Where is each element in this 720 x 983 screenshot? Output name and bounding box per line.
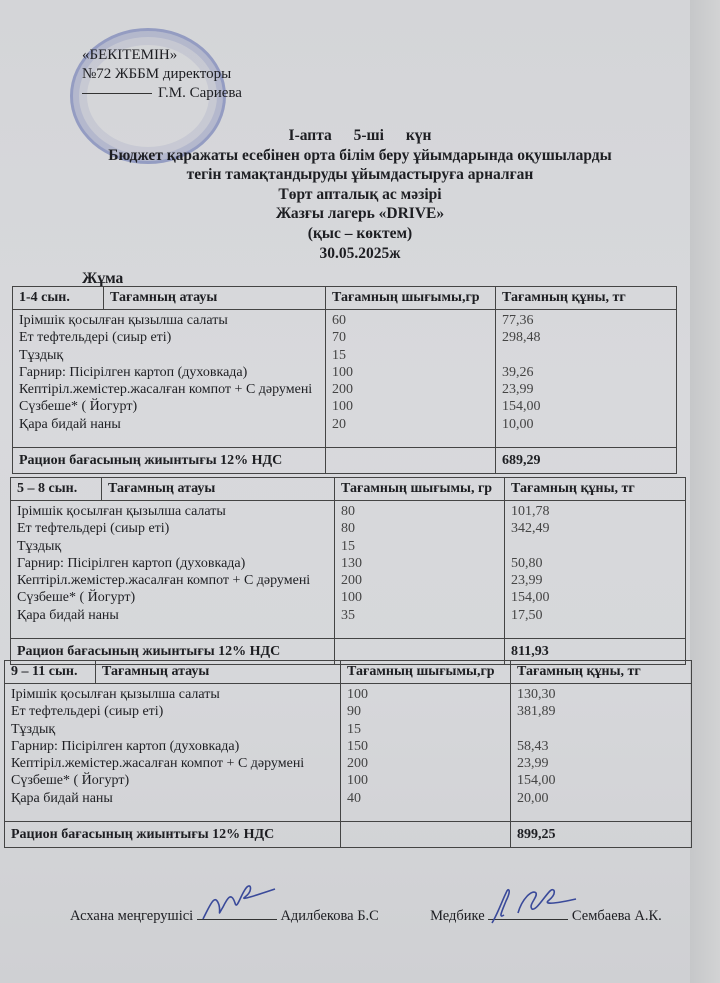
dish-name: Ет тефтельдері (сиыр еті) — [19, 330, 172, 346]
dish-yield: 100 — [332, 364, 353, 380]
yields-cell — [341, 684, 511, 822]
weekday-label: Жұма — [82, 270, 124, 287]
dish-yield: 150 — [347, 738, 368, 754]
dish-yield: 35 — [341, 607, 355, 623]
yields-cell — [326, 310, 496, 448]
dish-price: 342,49 — [511, 521, 550, 537]
nurse-name: Сембаева А.К. — [571, 908, 662, 924]
table-items-row — [11, 501, 686, 639]
director-name: Г.М. Сариева — [158, 85, 242, 101]
signature-line — [82, 93, 152, 94]
table-header-row — [5, 661, 692, 684]
dish-name: Ірімшік қосылған қызылша салаты — [19, 313, 228, 328]
dish-name: Ет тефтельдері (сиыр еті) — [11, 704, 164, 720]
grade-label: 1-4 сын. — [13, 287, 104, 310]
dish-name: Тұздық — [17, 538, 62, 554]
dish-name: Тұздық — [11, 721, 56, 737]
dish-price: 23,99 — [517, 756, 549, 772]
header-dish-name: Тағамның атауы — [96, 661, 341, 684]
dish-names-cell — [11, 501, 335, 639]
total-empty-cell — [326, 448, 496, 474]
nurse-role: Медбике — [430, 908, 485, 924]
signature-scribble-icon — [488, 883, 578, 927]
dish-yield: 60 — [332, 313, 346, 328]
dish-price: 154,00 — [517, 773, 556, 789]
dish-price: 50,80 — [511, 555, 543, 571]
kitchen-manager-name: Адилбекова Б.С — [280, 908, 379, 924]
header-dish-name: Тағамның атауы — [104, 287, 326, 310]
menu-table-grades-1-4 — [12, 286, 677, 474]
total-label: Рацион бағасының жиынтығы 12% НДС — [13, 448, 326, 474]
dish-price: 381,89 — [517, 704, 556, 720]
dish-price: 130,30 — [517, 687, 556, 702]
document-title — [0, 126, 720, 263]
dish-name: Сүзбеше* ( Йогурт) — [19, 399, 138, 415]
dish-price: 154,00 — [511, 590, 550, 606]
grade-label: 9 – 11 сын. — [5, 661, 96, 684]
dish-yield: 15 — [341, 538, 355, 554]
total-row — [5, 822, 692, 848]
dish-price: 20,00 — [517, 790, 549, 806]
dish-name: Кептіріл.жемістер.жасалған компот + С дәрумені — [19, 382, 313, 398]
dish-yield: 200 — [341, 573, 362, 589]
dish-yield: 100 — [347, 687, 368, 702]
yields-cell — [335, 501, 505, 639]
dish-name: Қара бидай наны — [19, 416, 121, 432]
dish-price — [502, 347, 670, 364]
dish-price: 10,00 — [502, 416, 534, 432]
total-value: 811,93 — [505, 639, 686, 665]
dish-price: 58,43 — [517, 738, 549, 754]
dish-price: 154,00 — [502, 399, 541, 415]
menu-table-grades-5-8 — [10, 477, 686, 665]
approval-signature — [82, 84, 242, 103]
dish-name: Ет тефтельдері (сиыр еті) — [17, 521, 170, 537]
kitchen-manager-signature — [197, 905, 277, 920]
title-line-3: Төрт апталық ас мәзірі — [278, 185, 442, 203]
header-yield: Тағамның шығымы,гр — [326, 287, 496, 310]
dish-name: Тұздық — [19, 347, 64, 363]
nurse-signature — [488, 905, 568, 920]
title-line-4: Жазғы лагерь «DRIVE» — [275, 205, 445, 223]
title-line-1: Бюджет қаражаты есебінен орта білім беру ұйымдарында оқушыларды — [108, 146, 612, 164]
dish-yield: 20 — [332, 416, 346, 432]
dish-name: Қара бидай наны — [11, 790, 113, 806]
dish-price: 17,50 — [511, 607, 543, 623]
dish-yield: 130 — [341, 555, 362, 571]
dish-price: 23,99 — [511, 573, 543, 589]
dish-price — [511, 538, 679, 555]
signature-scribble-icon — [197, 883, 277, 923]
dish-yield: 40 — [347, 790, 361, 806]
table-header-row — [13, 287, 677, 310]
header-yield: Тағамның шығымы, гр — [335, 478, 505, 501]
dish-yield: 80 — [341, 521, 355, 537]
dish-yield: 90 — [347, 704, 361, 720]
dish-yield: 15 — [332, 347, 346, 363]
prices-cell — [505, 501, 686, 639]
table-items-row — [13, 310, 677, 448]
dish-name: Гарнир: Пісірілген картоп (духовкада) — [17, 555, 246, 571]
dish-name: Сүзбеше* ( Йогурт) — [11, 773, 130, 789]
dish-yield: 100 — [341, 590, 362, 606]
total-row — [13, 448, 677, 474]
dish-price: 39,26 — [502, 364, 534, 380]
table-items-row — [5, 684, 692, 822]
dish-yield: 100 — [332, 399, 353, 415]
header-dish-name: Тағамның атауы — [102, 478, 335, 501]
dish-yield: 200 — [332, 382, 353, 398]
total-value: 899,25 — [511, 822, 692, 848]
dish-yield: 70 — [332, 330, 346, 346]
dish-name: Гарнир: Пісірілген картоп (духовкада) — [11, 738, 240, 754]
approval-position: №72 ЖББМ директоры — [82, 66, 232, 82]
kitchen-manager-role: Асхана меңгерушісі — [70, 908, 194, 924]
table-header-row — [11, 478, 686, 501]
dish-name: Кептіріл.жемістер.жасалған компот + С дәрумені — [11, 756, 305, 772]
dish-price: 77,36 — [502, 313, 534, 328]
signatures-block — [70, 905, 662, 925]
header-yield: Тағамның шығымы,гр — [341, 661, 511, 684]
dish-yield: 200 — [347, 756, 368, 772]
dish-price: 23,99 — [502, 382, 534, 398]
total-value: 689,29 — [496, 448, 677, 474]
header-price: Тағамның құны, тг — [505, 478, 686, 501]
dish-price: 101,78 — [511, 504, 550, 519]
dish-name: Ірімшік қосылған қызылша салаты — [11, 687, 220, 702]
total-empty-cell — [341, 822, 511, 848]
dish-yield: 100 — [347, 773, 368, 789]
menu-table-grades-9-11 — [4, 660, 692, 848]
dish-names-cell — [13, 310, 326, 448]
dish-name: Қара бидай наны — [17, 607, 119, 623]
prices-cell — [511, 684, 692, 822]
total-label: Рацион бағасының жиынтығы 12% НДС — [5, 822, 341, 848]
dish-name: Кептіріл.жемістер.жасалған компот + С дәрумені — [17, 573, 311, 589]
approval-heading: «БЕКІТЕМІН» — [82, 47, 178, 63]
dish-name: Ірімшік қосылған қызылша салаты — [17, 504, 226, 519]
dish-name: Сүзбеше* ( Йогурт) — [17, 590, 136, 606]
document-date: 30.05.2025ж — [319, 244, 401, 262]
approval-block — [82, 46, 242, 103]
grade-label: 5 – 8 сын. — [11, 478, 102, 501]
dish-name: Гарнир: Пісірілген картоп (духовкада) — [19, 364, 248, 380]
dish-price: 298,48 — [502, 330, 541, 346]
dish-yield: 80 — [341, 504, 355, 519]
header-price: Тағамның құны, тг — [496, 287, 677, 310]
prices-cell — [496, 310, 677, 448]
dish-price — [517, 721, 685, 738]
title-line-5: (қыс – көктем) — [307, 224, 413, 242]
week-day-label: І-апта 5-ші күн — [288, 127, 432, 144]
total-label: Рацион бағасының жиынтығы 12% НДС — [11, 639, 335, 665]
header-price: Тағамның құны, тг — [511, 661, 692, 684]
title-line-2: тегін тамақтандыруды ұйымдастыруға арналған — [186, 166, 534, 184]
dish-names-cell — [5, 684, 341, 822]
dish-yield: 15 — [347, 721, 361, 737]
